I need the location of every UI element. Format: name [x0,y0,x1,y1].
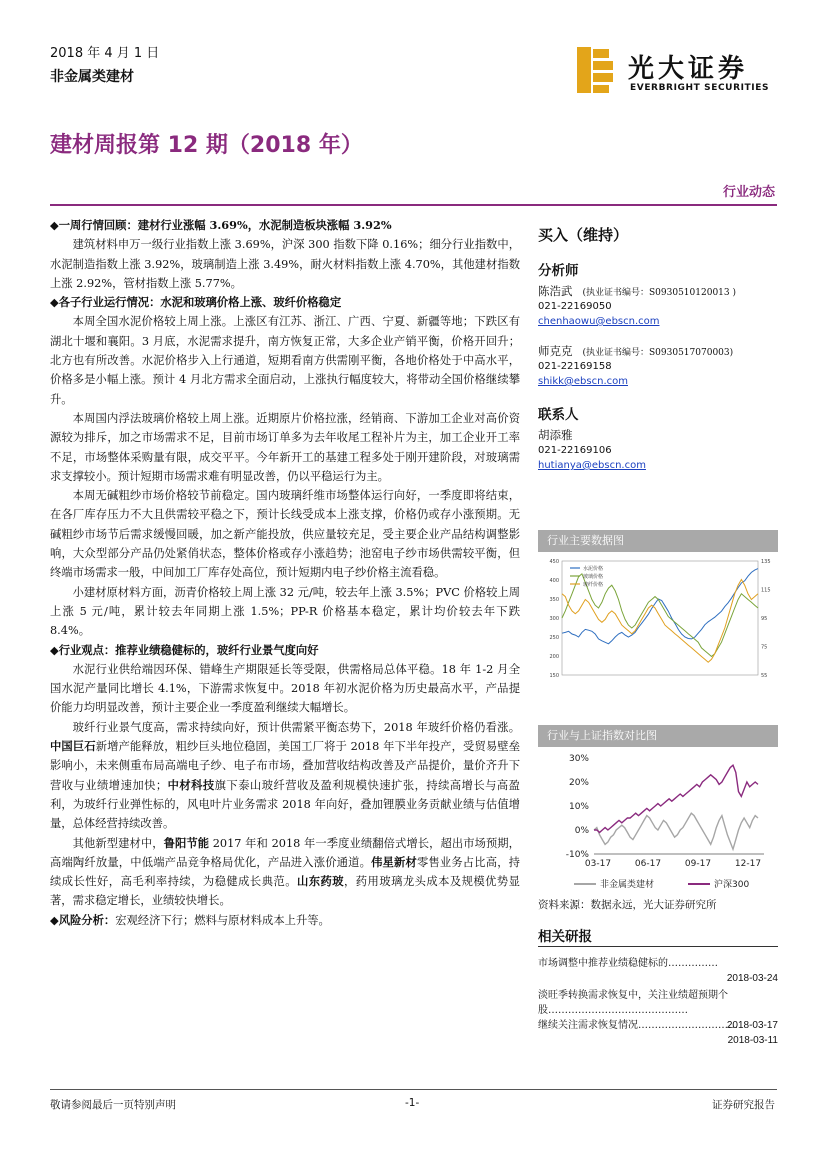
contact-email-link[interactable]: hutianya@ebscn.com [538,460,646,471]
analyst-2 [538,343,778,359]
paragraph-glass: 本周国内浮法玻璃价格较上周上涨。近期原片价格拉涨，经销商、下游加工企业对高价资源较为排斥，加之市场需求不足，目前市场订单多为去年收尾工程补片为主，加工企业开工率不足，市场整体采购量有限，成交平平。今年新开工的基建工程多处于刚开建阶段，对玻璃需求支撑较小。预计短期市场需求难有明显改善，仍以平稳运行为主。 [50,411,520,483]
y-tick-label-right: 75 [761,644,768,651]
y-tick-label: 20% [568,778,589,788]
text-run: 2017 年和 2018 年一季度业绩翻倍式增长，超出市场预期，高端陶纤放量，中低端产品竞争格局优化，产品进入涨价通道。 [50,836,520,869]
legend-label: 玻璃价格 [583,574,604,580]
company-keyword: 中材科技 [167,777,215,792]
title-divider [50,204,777,206]
footer-divider [50,1089,777,1090]
page-title: 建材周报第 12 期（2018 年） [50,133,363,158]
paragraph-cement: 本周全国水泥价格较上周上涨。上涨区有江苏、浙江、广西、宁夏、新疆等地；下跌区有湖北十堰和襄阳。3 月底，水泥需求提升，南方恢复正常，大多企业产销平衡，价格开回升；北方也有所改善。水泥价格步入上行通道，短期看南方供需刚平衡，各地价格处于中高水平，价格多是小幅上涨。预计 4 月北方需求全面启动，上涨执行幅度较大，将带动全国价格继续攀升。 [50,315,520,406]
logo-name-en: EVERBRIGHT SECURITIES [630,83,770,93]
report-body [50,216,520,930]
y-tick-label-left: 250 [549,635,559,641]
text-run: 新增产能释放，粗纱巨头地位稳固，美国工厂将于 2018 年下半年投产，受贸易壁垒影响小，未来侧重布局高端电子纱、电子布市场，叠加营收结构改善及产品提价，量价齐升下营收与业绩增速加快； [50,740,520,792]
analyst-license: (执业证书编号：S0930517070003) [582,348,734,358]
y-tick-label: -10% [565,850,589,860]
x-tick-label: 03-17 [584,859,612,869]
doc-type-label: 行业动态 [722,185,775,200]
section-heading-subsectors: ◆各子行业运行情况：水泥和玻璃价格上涨、玻纤价格稳定 [50,295,342,310]
text-run: 零售业务占比高，持续成长性好，高毛利率持续，为稳健成长典范。 [50,855,520,889]
related-report-date: 2018-03-24 [726,973,778,984]
series-line [562,580,758,663]
paragraph-small-materials: 小建材原材料方面，沥青价格较上周上涨 32 元/吨，较去年上涨 3.5%；PVC 价格较上周上涨 5 元/吨，累计较去年同期上涨 1.5%；PP-R 价格基本稳定，累计均价较去年下跌 8.4%。 [50,585,520,638]
analyst-email-link[interactable]: chenhaowu@ebscn.com [538,316,660,327]
sector-label: 非金属类建材 [50,69,134,85]
y-tick-label-left: 300 [549,616,559,622]
text-run: ，药用玻璃龙头成本及规模优势显著，需求稳定增长，业绩较快增长。 [50,875,520,908]
y-tick-label-right: 135 [761,559,771,565]
analyst-name: 陈浩武 [538,284,573,298]
footer-disclaimer: 敬请参阅最后一页特别声明 [50,1099,176,1111]
industry-data-chart [538,553,778,711]
text-run: 其他新型建材中， [72,836,164,850]
x-tick-label: 12-17 [734,859,762,869]
analyst-phone: 021-22169158 [538,361,612,372]
paragraph-fiberglass: 本周无碱粗纱市场价格较节前稳定。国内玻璃纤维市场整体运行向好，一季度即将结束，在各厂库存压力不大且供需较平稳之下，预计长线受成本上涨支撑，价格仍或存小涨预期。无碱粗纱市场节后需求缓慢回暖，加之新产能投放，供应量较充足，受主要企业产品结构调整影响，大众型部分产品仍处紧俏状态，整体价格或存小涨趋势；池窑电子纱市场供需较平衡，但终端市场需求一般，中间加工厂库存处高位，预计短期内电子纱价格主流看稳。 [50,489,520,580]
related-divider [538,946,778,947]
analyst-email-link[interactable]: shikk@ebscn.com [538,376,628,387]
paragraph-market: 建筑材料申万一级行业指数上涨 3.69%，沪深 300 指数下降 0.16%；细分行业指数中，水泥制造指数上涨 3.92%，玻璃制造上涨 3.49%，耐火材料指数上涨 4.70%，其他建材指数上涨 2.92%，管材指数上涨 5.77%。 [50,238,520,290]
related-report-date: 2018-03-11 [727,1035,778,1046]
y-tick-label-left: 200 [549,654,559,660]
legend-label: 非金属类建材 [600,880,655,890]
section-heading-market: ◆一周行情回顾：建材行业涨幅 3.69%，水泥制造板块涨幅 3.92% [50,218,392,232]
y-tick-label-left: 450 [549,559,559,565]
y-tick-label-right: 115 [761,587,771,594]
legend-label: 玻纤价格 [583,582,604,588]
risk-label: ◆风险分析： [50,912,116,927]
text-run: 玻纤行业景气度高，需求持续向好，预计供需紧平衡态势下，2018 年玻纤价格仍看涨。 [72,720,520,734]
y-tick-label: 0% [574,826,589,836]
analyst-license: (执业证书编号：S0930510120013 ) [582,288,736,298]
paragraph-new-materials [50,834,520,911]
related-report-title: 淡旺季转换需求恢复中，关注业绩超预期个股…………………………………… [538,990,728,1016]
x-tick-label: 06-17 [634,859,662,869]
series-line [594,765,758,832]
x-tick-label: 09-17 [684,859,712,869]
chart-source: 资料来源：数据永远，光大证券研究所 [538,899,717,911]
related-report-date: 2018-03-17 [726,1020,778,1031]
analyst-name: 师克克 [538,344,573,358]
related-report-title: 市场调整中推荐业绩稳健标的…………… [538,958,718,969]
related-report[interactable] [538,956,778,986]
y-tick-label-left: 400 [549,578,559,584]
section-heading-risk [50,911,520,930]
contact-name: 胡添雅 [538,428,573,442]
related-report[interactable] [538,1018,778,1048]
index-compare-chart [538,748,778,896]
contact-phone: 021-22169106 [538,445,612,456]
risk-text: 宏观经济下行；燃料与原材料成本上升等。 [115,913,330,927]
rating-label: 买入（维持） [538,226,629,244]
y-tick-label-right: 55 [761,673,768,679]
y-tick-label-left: 150 [549,673,559,679]
related-reports-heading: 相关研报 [538,929,592,945]
sidebar [538,216,778,473]
section-heading-views: ◆行业观点：推荐业绩稳健标的，玻纤行业景气度向好 [50,642,319,657]
text-run: 旗下泰山玻纤营收及盈利规模快速扩张，持续高增长与高盈利，为玻纤行业弹性标的，风电叶片业务需求 2018 年向好，叠加锂膜业务贡献业绩与估值增量，总体经营持续改善。 [50,778,520,831]
logo-name-cn: 光大证券 [628,54,749,84]
company-keyword: 山东药玻 [296,874,345,889]
legend-label: 水泥价格 [583,566,604,572]
panel-title-industry-data: 行业主要数据图 [538,530,778,552]
y-tick-label: 30% [568,754,589,764]
related-report-title: 继续关注需求恢复情况………………………… [538,1020,738,1031]
report-date: 2018 年 4 月 1 日 [50,46,160,61]
y-tick-label-right: 95 [761,616,768,622]
series-line [594,813,758,849]
y-tick-label: 10% [568,802,589,812]
analyst-1 [538,283,778,299]
page-number: -1- [405,1097,420,1109]
paragraph-cement-view: 水泥行业供给端因环保、错峰生产期限延长等受限，供需格局总体平稳。18 年 1-2 月全国水泥产量同比增长 4.1%，下游需求恢复中。2018 年初水泥价格为历史最高水平，产品提价能力均明显改善，预计主要企业一季度盈利继续大幅增长。 [50,662,520,715]
contact-heading: 联系人 [538,407,579,423]
everbright-logo-icon [577,47,615,93]
legend-label: 沪深300 [714,880,750,890]
company-keyword: 鲁阳节能 [163,835,210,850]
y-tick-label-left: 350 [549,597,559,603]
panel-title-index-compare: 行业与上证指数对比图 [538,725,778,747]
paragraph-fiberglass-view [50,718,520,834]
company-keyword: 中国巨石 [50,739,96,754]
analyst-heading: 分析师 [538,263,579,279]
footer-doc-label: 证券研究报告 [712,1099,775,1111]
analyst-phone: 021-22169050 [538,301,612,312]
company-keyword: 伟星新材 [371,854,417,869]
